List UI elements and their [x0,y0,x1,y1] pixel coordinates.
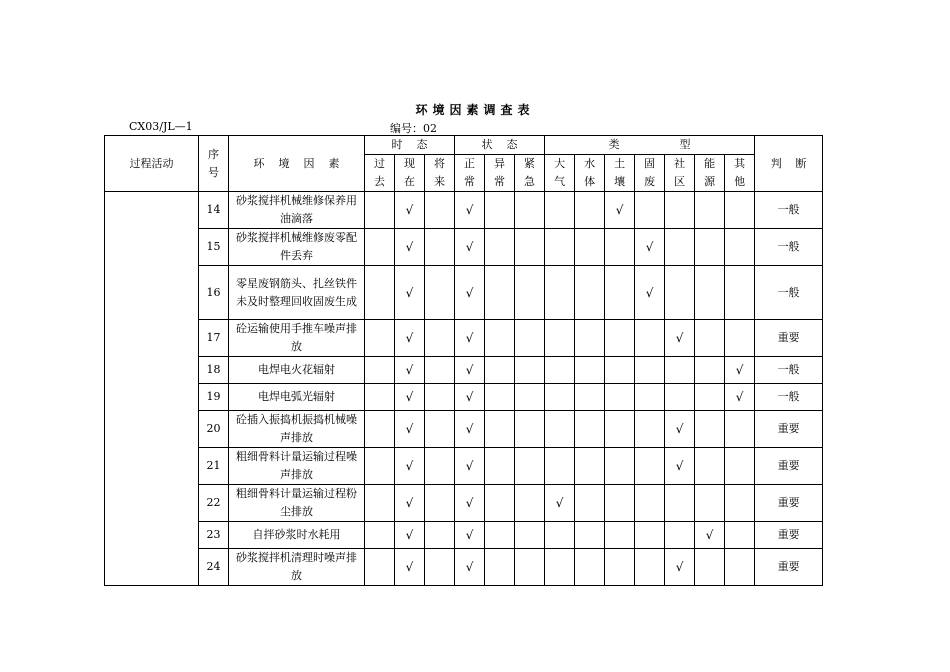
col-type-1-text: 水体 [584,157,596,188]
type-cell [695,384,725,411]
tense-cell [425,549,455,586]
table-row [105,266,823,320]
state-cell [515,192,545,229]
seq-cell: 19 [199,384,229,411]
type-cell [575,448,605,485]
col-process-header: 过程活动 [105,136,199,192]
judge-cell: 一般 [755,229,823,266]
type-cell [575,357,605,384]
type-cell [695,357,725,384]
state-cell [485,357,515,384]
col-state-group: 状态 [455,136,545,155]
state-cell [485,485,515,522]
type-cell: √ [665,549,695,586]
judge-cell: 重要 [755,485,823,522]
type-cell [545,192,575,229]
seq-cell: 14 [199,192,229,229]
col-type-5 [695,155,725,192]
col-state-1-text: 异常 [494,157,506,188]
state-cell [485,320,515,357]
type-cell [575,549,605,586]
tense-cell: √ [395,411,425,448]
type-cell [605,266,635,320]
tense-cell [365,266,395,320]
tense-cell [365,549,395,586]
tense-cell [425,384,455,411]
tense-cell [365,485,395,522]
tense-cell: √ [395,357,425,384]
judge-cell: 重要 [755,320,823,357]
table-row [105,549,823,586]
type-cell [545,549,575,586]
type-cell [605,549,635,586]
col-tense-group: 时态 [365,136,455,155]
state-cell [485,266,515,320]
col-type-5-text: 能源 [704,157,716,188]
type-cell [695,192,725,229]
col-type-0 [545,155,575,192]
judge-cell: 一般 [755,266,823,320]
type-cell [665,229,695,266]
tense-cell [425,192,455,229]
factor-cell: 自拌砂浆时水耗用 [229,522,365,549]
state-cell [515,357,545,384]
tense-cell [365,448,395,485]
factor-cell: 电焊电弧光辐射 [229,384,365,411]
state-cell [485,411,515,448]
type-cell [665,357,695,384]
state-cell: √ [455,549,485,586]
type-cell [605,448,635,485]
factor-cell: 粗细骨料计量运输过程噪声排放 [229,448,365,485]
type-cell [635,522,665,549]
seq-cell: 23 [199,522,229,549]
col-tense-1-text: 现在 [404,157,415,188]
type-cell [695,320,725,357]
seq-cell: 15 [199,229,229,266]
judge-cell: 重要 [755,448,823,485]
type-cell [635,485,665,522]
judge-cell: 一般 [755,384,823,411]
tense-cell [425,266,455,320]
col-tense-1 [395,155,425,192]
type-cell [725,522,755,549]
type-cell [665,522,695,549]
type-cell [545,384,575,411]
serial-number: 编号：02 [390,122,437,135]
state-cell [485,229,515,266]
type-cell [605,485,635,522]
col-type-2 [605,155,635,192]
tense-cell: √ [395,485,425,522]
state-cell: √ [455,384,485,411]
type-cell [635,192,665,229]
tense-cell [365,522,395,549]
type-cell [575,192,605,229]
type-cell [725,485,755,522]
type-cell [695,229,725,266]
seq-cell: 17 [199,320,229,357]
table-row [105,522,823,549]
col-type-2-text: 土壤 [614,157,626,188]
table-row [105,411,823,448]
type-cell [695,448,725,485]
col-tense-0 [365,155,395,192]
state-cell: √ [455,229,485,266]
type-cell [605,522,635,549]
type-cell [725,549,755,586]
state-cell [485,522,515,549]
type-cell [695,411,725,448]
type-cell [545,229,575,266]
judge-cell: 一般 [755,357,823,384]
tense-cell [425,229,455,266]
type-cell [575,411,605,448]
table-row [105,384,823,411]
type-cell [665,192,695,229]
tense-cell: √ [395,549,425,586]
factor-cell: 砂浆搅拌机械维修废零配件丢弃 [229,229,365,266]
judge-cell: 重要 [755,522,823,549]
type-cell [605,229,635,266]
factor-cell: 电焊电火花辐射 [229,357,365,384]
type-cell [635,320,665,357]
table-row [105,192,823,229]
state-cell: √ [455,485,485,522]
tense-cell: √ [395,522,425,549]
state-cell [515,320,545,357]
type-cell [665,384,695,411]
state-cell [485,192,515,229]
tense-cell: √ [395,448,425,485]
judge-cell: 重要 [755,411,823,448]
tense-cell [365,357,395,384]
type-cell: √ [695,522,725,549]
factor-cell: 砼运输使用手推车噪声排放 [229,320,365,357]
type-cell [575,320,605,357]
factor-cell: 砂浆搅拌机械维修保养用油滴落 [229,192,365,229]
type-cell [635,448,665,485]
state-cell: √ [455,411,485,448]
type-cell [695,485,725,522]
type-cell: √ [725,384,755,411]
col-state-2 [515,155,545,192]
type-cell [725,448,755,485]
state-cell [485,384,515,411]
state-cell [515,485,545,522]
tense-cell: √ [395,320,425,357]
tense-cell: √ [395,192,425,229]
seq-cell: 16 [199,266,229,320]
col-state-0-text: 正常 [464,157,476,188]
type-cell [545,522,575,549]
tense-cell [365,411,395,448]
type-cell [725,320,755,357]
type-cell: √ [635,229,665,266]
type-cell [635,411,665,448]
col-type-4-text: 社区 [674,157,686,188]
state-cell [515,266,545,320]
tense-cell: √ [395,266,425,320]
table-row [105,320,823,357]
type-cell: √ [665,448,695,485]
col-tense-0-text: 过去 [374,157,385,188]
type-cell [545,357,575,384]
tense-cell [365,229,395,266]
type-cell [635,384,665,411]
type-cell [725,411,755,448]
tense-cell [365,192,395,229]
type-cell [575,384,605,411]
col-type-6-text: 其他 [734,157,746,188]
state-cell [515,384,545,411]
type-cell [725,192,755,229]
type-cell [695,549,725,586]
type-cell [545,448,575,485]
state-cell [485,549,515,586]
seq-cell: 18 [199,357,229,384]
state-cell [515,522,545,549]
type-cell [575,229,605,266]
type-cell [605,357,635,384]
state-cell: √ [455,266,485,320]
document-number: CX03/JL—1 [129,120,193,133]
tense-cell: √ [395,229,425,266]
tense-cell [365,384,395,411]
state-cell: √ [455,320,485,357]
type-cell: √ [605,192,635,229]
seq-cell: 21 [199,448,229,485]
col-factor-header: 环境因素 [229,136,365,192]
type-cell: √ [665,320,695,357]
table-row [105,229,823,266]
col-type-0-text: 大气 [554,157,566,188]
col-type-3 [635,155,665,192]
judge-cell: 重要 [755,549,823,586]
tense-cell [425,485,455,522]
seq-cell: 24 [199,549,229,586]
col-type-4 [665,155,695,192]
type-cell: √ [635,266,665,320]
seq-cell: 22 [199,485,229,522]
type-cell: √ [665,411,695,448]
col-judge-header: 判断 [755,136,823,192]
state-cell: √ [455,357,485,384]
col-tense-2-text: 将来 [434,157,446,188]
table-row [105,485,823,522]
col-type-3-text: 固废 [644,157,656,188]
table-row [105,357,823,384]
type-cell: √ [725,357,755,384]
type-cell [605,411,635,448]
type-cell [665,266,695,320]
col-type-1 [575,155,605,192]
table-row [105,448,823,485]
state-cell [515,411,545,448]
col-state-1 [485,155,515,192]
state-cell: √ [455,448,485,485]
tense-cell [365,320,395,357]
type-cell [725,266,755,320]
state-cell [515,448,545,485]
type-cell [545,320,575,357]
seq-cell: 20 [199,411,229,448]
col-state-0 [455,155,485,192]
survey-table [104,135,823,586]
type-cell [545,266,575,320]
state-cell: √ [455,522,485,549]
type-cell: √ [545,485,575,522]
type-cell [545,411,575,448]
tense-cell [425,411,455,448]
type-cell [575,485,605,522]
tense-cell: √ [395,384,425,411]
col-type-6 [725,155,755,192]
factor-cell: 粗细骨料计量运输过程粉尘排放 [229,485,365,522]
state-cell [515,549,545,586]
type-cell [725,229,755,266]
col-seq-text: 序号 [208,147,219,179]
col-seq-header [199,136,229,192]
type-cell [575,522,605,549]
factor-cell: 砂浆搅拌机清理时噪声排放 [229,549,365,586]
type-cell [605,384,635,411]
type-cell [635,549,665,586]
tense-cell [425,448,455,485]
factor-cell: 砼插入振捣机振捣机械噪声排放 [229,411,365,448]
state-cell: √ [455,192,485,229]
col-tense-2 [425,155,455,192]
type-cell [575,266,605,320]
judge-cell: 一般 [755,192,823,229]
tense-cell [425,357,455,384]
factor-cell: 零星废钢筋头、扎丝铁件未及时整理回收固废生成 [229,266,365,320]
type-cell [665,485,695,522]
col-state-2-text: 紧急 [524,157,536,188]
page-title: 环境因素调查表 [415,103,535,117]
process-cell [105,192,199,586]
type-cell [635,357,665,384]
tense-cell [425,522,455,549]
state-cell [515,229,545,266]
tense-cell [425,320,455,357]
col-type-group: 类型 [545,136,755,155]
type-cell [605,320,635,357]
state-cell [485,448,515,485]
type-cell [695,266,725,320]
